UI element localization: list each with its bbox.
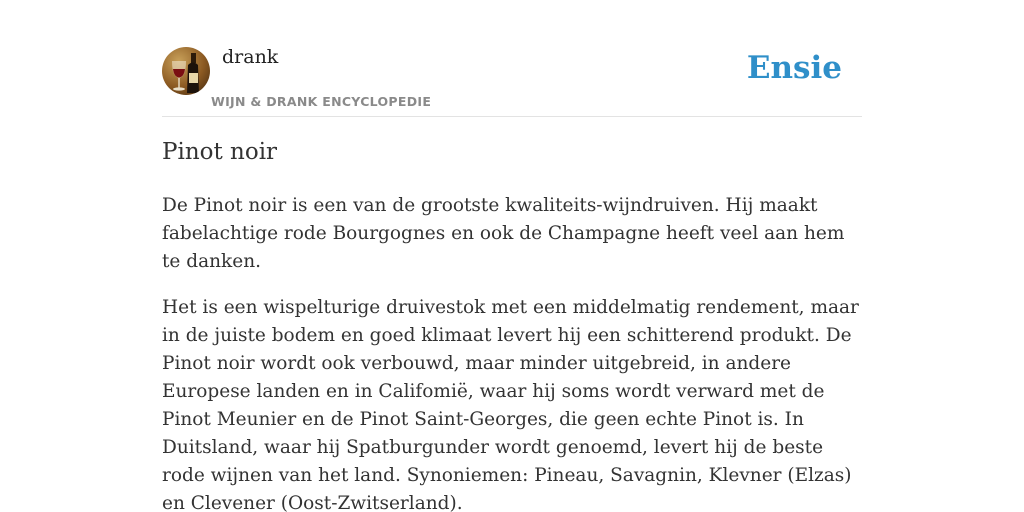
ensie-logo[interactable]: Ensie — [746, 50, 842, 86]
article-paragraph: Het is een wispelturige druivestok met een middelmatig rendement, maar in de juiste bodem en goed klimaat levert hij een schitterend produkt. De Pinot noir wordt ook verbouwd, maar minder uitgebreid, in andere Europese landen en in Califomië, waar hij soms wordt verward met de Pinot Meunier en de Pinot Saint-Georges, die geen echte Pinot is. In Duitsland, waar hij Spatburgunder wordt genoemd, levert hij de beste rode wijnen van het land. Synoniemen: Pineau, Savagnin, Klevner (Elzas) en Clevener (Oost-Zwitserland). — [162, 297, 859, 512]
article-body — [162, 192, 862, 512]
article-title: Pinot noir — [162, 139, 278, 165]
dictionary-header — [162, 44, 862, 117]
dictionary-avatar[interactable] — [162, 47, 210, 95]
article-paragraph: De Pinot noir is een van de grootste kwaliteits-wijndruiven. Hij maakt fabelachtige rode Bourgognes en ook de Champagne heeft veel aan hem te danken. — [162, 195, 845, 272]
wine-glass-and-bottle-icon — [162, 47, 210, 95]
dictionary-subtitle: WIJN & DRANK ENCYCLOPEDIE — [211, 94, 432, 109]
dictionary-name[interactable]: drank — [222, 46, 279, 68]
